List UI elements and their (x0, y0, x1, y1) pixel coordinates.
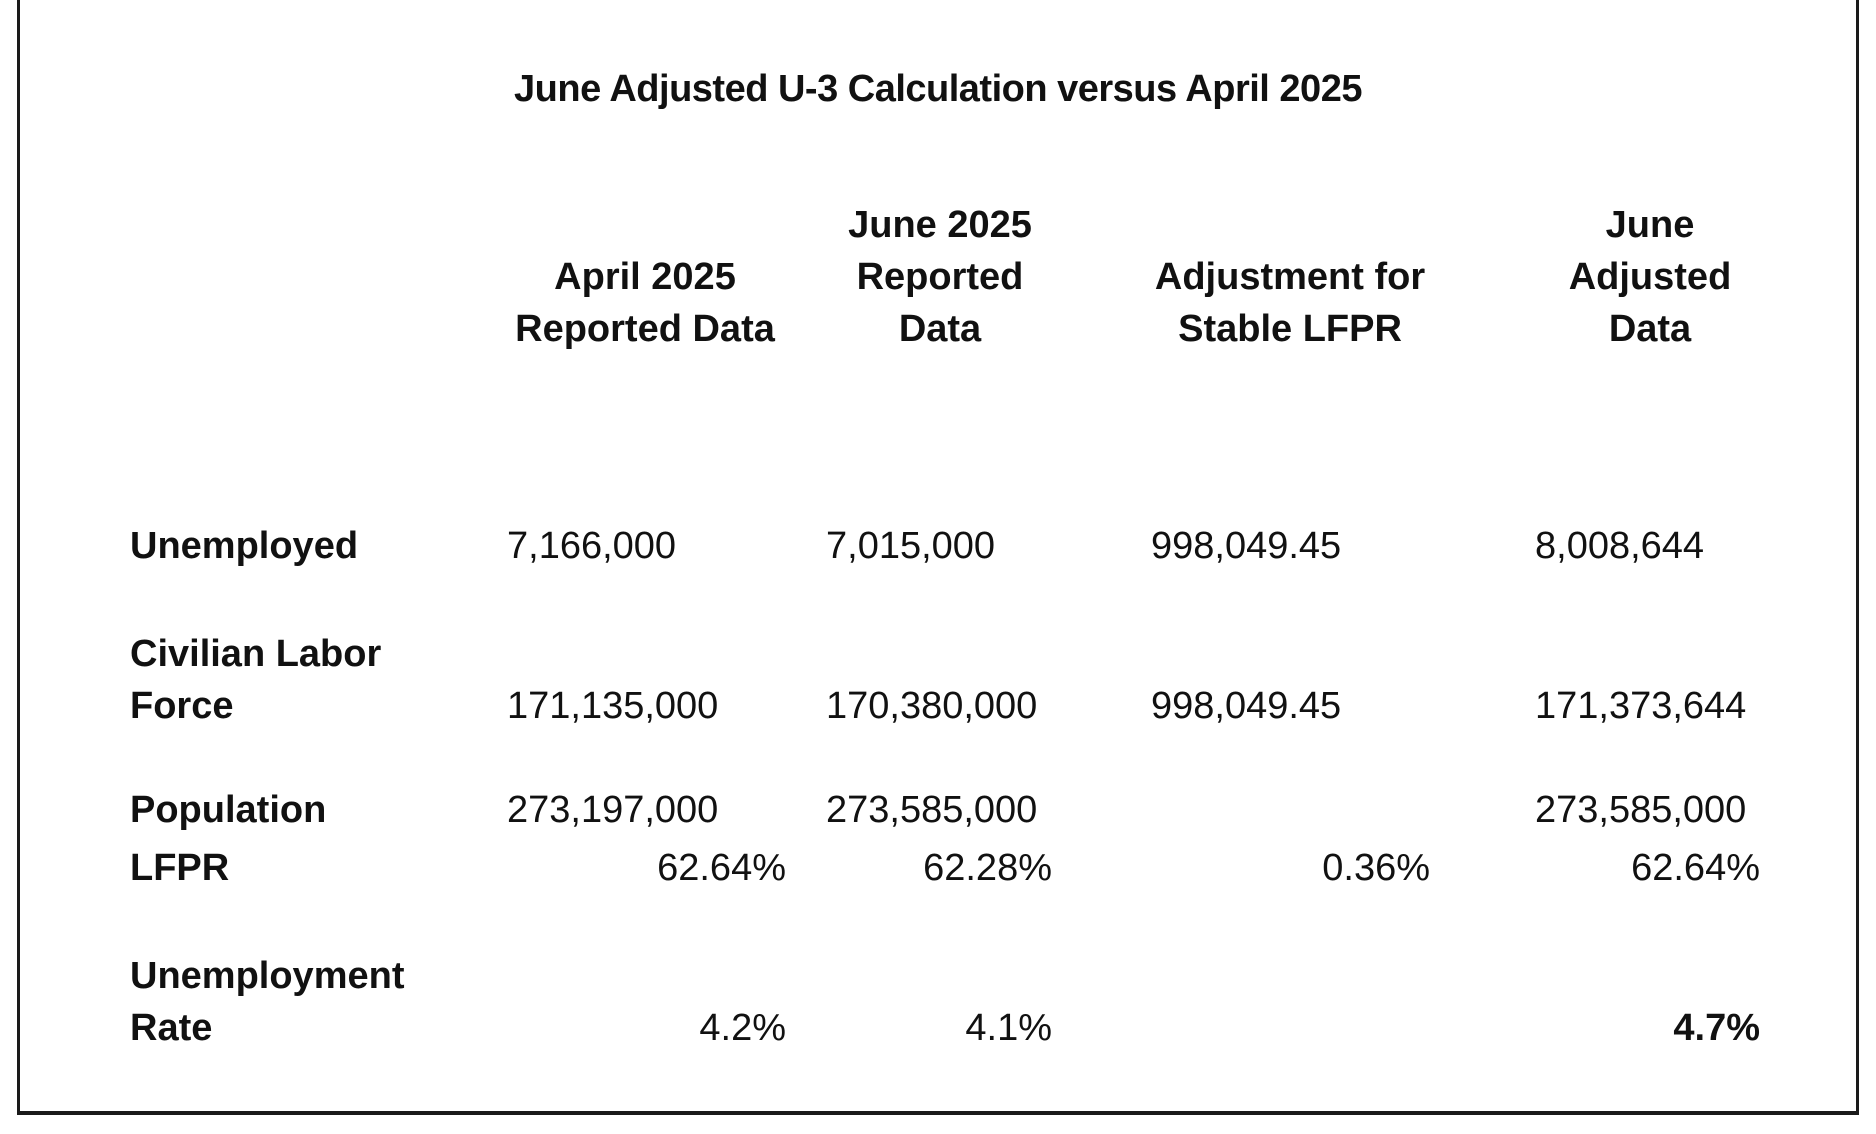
row-label-line: Rate (130, 1007, 213, 1049)
header-line: April 2025 (554, 256, 736, 298)
table-title: June Adjusted U-3 Calculation versus April 2025 (514, 68, 1362, 110)
cell-lfpr-june-reported: 62.28% (923, 847, 1052, 889)
cell-population-june-adjusted: 273,585,000 (1535, 789, 1747, 831)
cell-labor-force-adjustment: 998,049.45 (1151, 685, 1342, 727)
cell-unemployed-april: 7,166,000 (507, 525, 677, 567)
row-label-unemployed (130, 520, 358, 572)
row-label-line: Force (130, 685, 234, 727)
column-header-adjustment (1120, 251, 1460, 355)
header-line: June (1605, 204, 1695, 246)
bottom-divider (17, 1112, 1859, 1115)
column-header-june-reported (790, 199, 1090, 355)
cell-unemployment-rate-june-reported: 4.1% (965, 1007, 1052, 1049)
cell-unemployed-adjustment: 998,049.45 (1151, 525, 1342, 567)
row-label-line: Civilian Labor (130, 633, 382, 675)
row-label-unemployment-rate (130, 950, 404, 1054)
row-label-line: Unemployment (130, 955, 405, 997)
cell-lfpr-june-adjusted: 62.64% (1631, 847, 1760, 889)
row-label-line: LFPR (130, 847, 230, 889)
cell-lfpr-april: 62.64% (657, 847, 786, 889)
header-line: Reported Data (515, 308, 775, 350)
row-label-labor-force (130, 628, 381, 732)
cell-labor-force-april: 171,135,000 (507, 685, 719, 727)
header-line: Data (898, 308, 982, 350)
header-line: Stable LFPR (1178, 308, 1402, 350)
header-line: June 2025 (848, 204, 1032, 246)
row-label-line: Unemployed (130, 525, 359, 567)
header-line: Adjusted (1568, 256, 1732, 298)
header-line: Adjustment for (1154, 256, 1426, 298)
cell-unemployed-june-adjusted: 8,008,644 (1535, 525, 1705, 567)
header-line: Data (1608, 308, 1692, 350)
cell-unemployed-june-reported: 7,015,000 (826, 525, 996, 567)
header-line: Reported (856, 256, 1024, 298)
cell-population-april: 273,197,000 (507, 789, 719, 831)
column-header-june-adjusted (1500, 199, 1800, 355)
row-label-lfpr (130, 842, 229, 894)
cell-unemployment-rate-june-adjusted: 4.7% (1673, 1007, 1760, 1049)
cell-labor-force-june-reported: 170,380,000 (826, 685, 1038, 727)
column-header-april (490, 251, 800, 355)
row-label-population (130, 784, 326, 836)
cell-unemployment-rate-april: 4.2% (699, 1007, 786, 1049)
cell-lfpr-adjustment: 0.36% (1322, 847, 1430, 889)
row-label-line: Population (130, 789, 327, 831)
cell-population-june-reported: 273,585,000 (826, 789, 1038, 831)
cell-labor-force-june-adjusted: 171,373,644 (1535, 685, 1747, 727)
